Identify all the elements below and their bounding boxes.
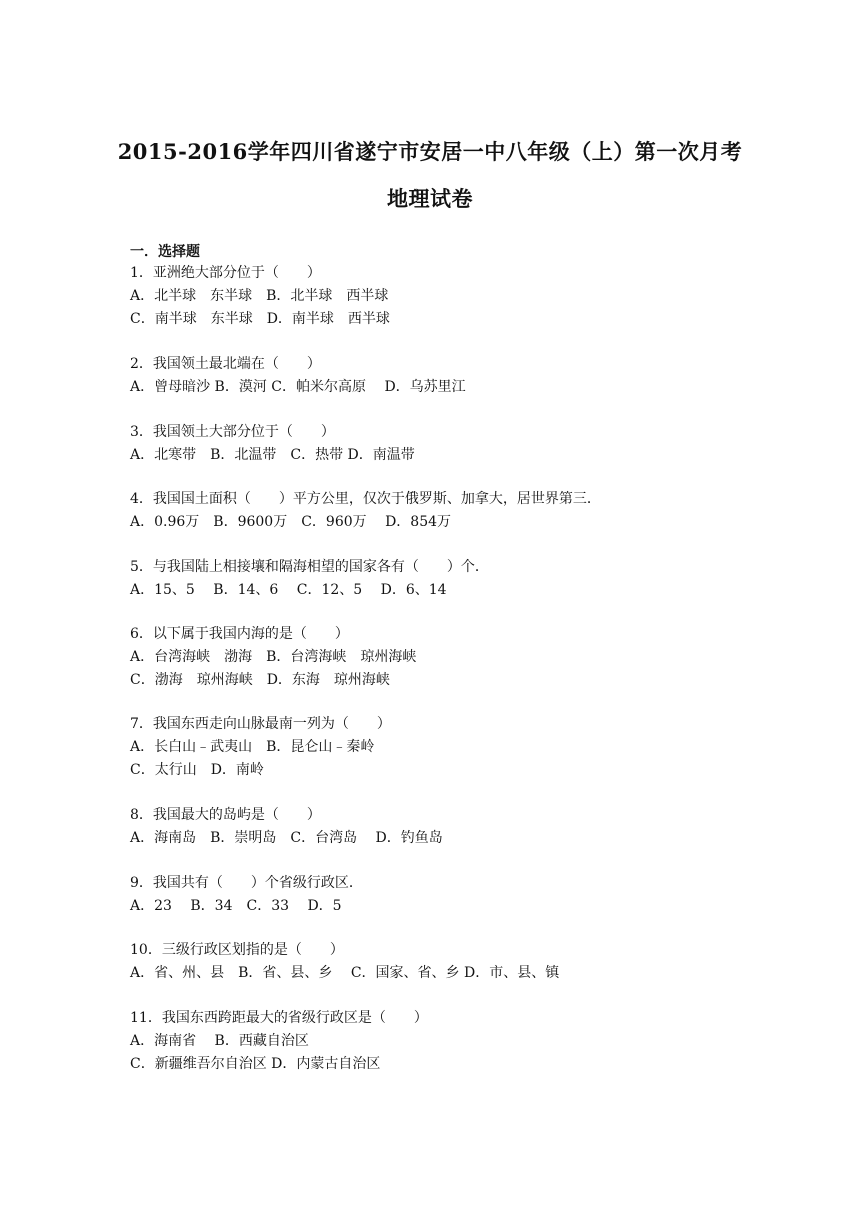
question-1-stem: 1．亚洲绝大部分位于（ ） [130, 265, 321, 281]
question-5-options: A．15、5 B．14、6 C．12、5 D．6、14 [130, 582, 447, 598]
question-2-options: A．曾母暗沙 B．漠河 C．帕米尔高原 D．乌苏里江 [130, 379, 466, 395]
question-6-stem: 6．以下属于我国内海的是（ ） [130, 626, 349, 642]
exam-subtitle: 地理试卷 [387, 186, 473, 211]
question-7-options-row-1: A．长白山﹣武夷山 B．昆仑山﹣秦岭 [130, 739, 375, 755]
question-5-stem: 5．与我国陆上相接壤和隔海相望的国家各有（ ）个． [130, 559, 489, 575]
question-1-options-row-1: A．北半球 东半球 B．北半球 西半球 [130, 288, 389, 304]
question-7-stem: 7．我国东西走向山脉最南一列为（ ） [130, 716, 391, 732]
question-10-stem: 10．三级行政区划指的是（ ） [130, 942, 344, 958]
question-3-options: A．北寒带 B．北温带 C．热带 D．南温带 [130, 447, 415, 463]
question-6-options-row-2: C．渤海 琼州海峡 D．东海 琼州海峡 [130, 672, 390, 688]
question-7-options-row-2: C．太行山 D．南岭 [130, 762, 264, 778]
question-4-options: A．0.96万 B．9600万 C．960万 D．854万 [130, 514, 452, 530]
exam-title: 2015-2016学年四川省遂宁市安居一中八年级（上）第一次月考 [117, 139, 743, 164]
section-heading: 一．选择题 [130, 244, 200, 260]
question-11-stem: 11．我国东西跨距最大的省级行政区是（ ） [130, 1010, 428, 1026]
question-4-stem: 4．我国国土面积（ ）平方公里，仅次于俄罗斯、加拿大，居世界第三． [130, 491, 601, 507]
question-11-options-row-1: A．海南省 B．西藏自治区 [130, 1033, 309, 1049]
question-6-options-row-1: A．台湾海峡 渤海 B．台湾海峡 琼州海峡 [130, 649, 417, 665]
question-8-stem: 8．我国最大的岛屿是（ ） [130, 807, 321, 823]
question-2-stem: 2．我国领土最北端在（ ） [130, 356, 321, 372]
question-8-options: A．海南岛 B．崇明岛 C．台湾岛 D．钓鱼岛 [130, 830, 443, 846]
question-3-stem: 3．我国领土大部分位于（ ） [130, 424, 335, 440]
question-10-options: A．省、州、县 B．省、县、乡 C．国家、省、乡 D．市、县、镇 [130, 965, 560, 981]
question-1-options-row-2: C．南半球 东半球 D．南半球 西半球 [130, 311, 390, 327]
question-11-options-row-2: C．新疆维吾尔自治区 D．内蒙古自治区 [130, 1056, 381, 1072]
question-9-options: A．23 B．34 C．33 D．5 [130, 898, 342, 914]
question-9-stem: 9．我国共有（ ）个省级行政区． [130, 875, 363, 891]
